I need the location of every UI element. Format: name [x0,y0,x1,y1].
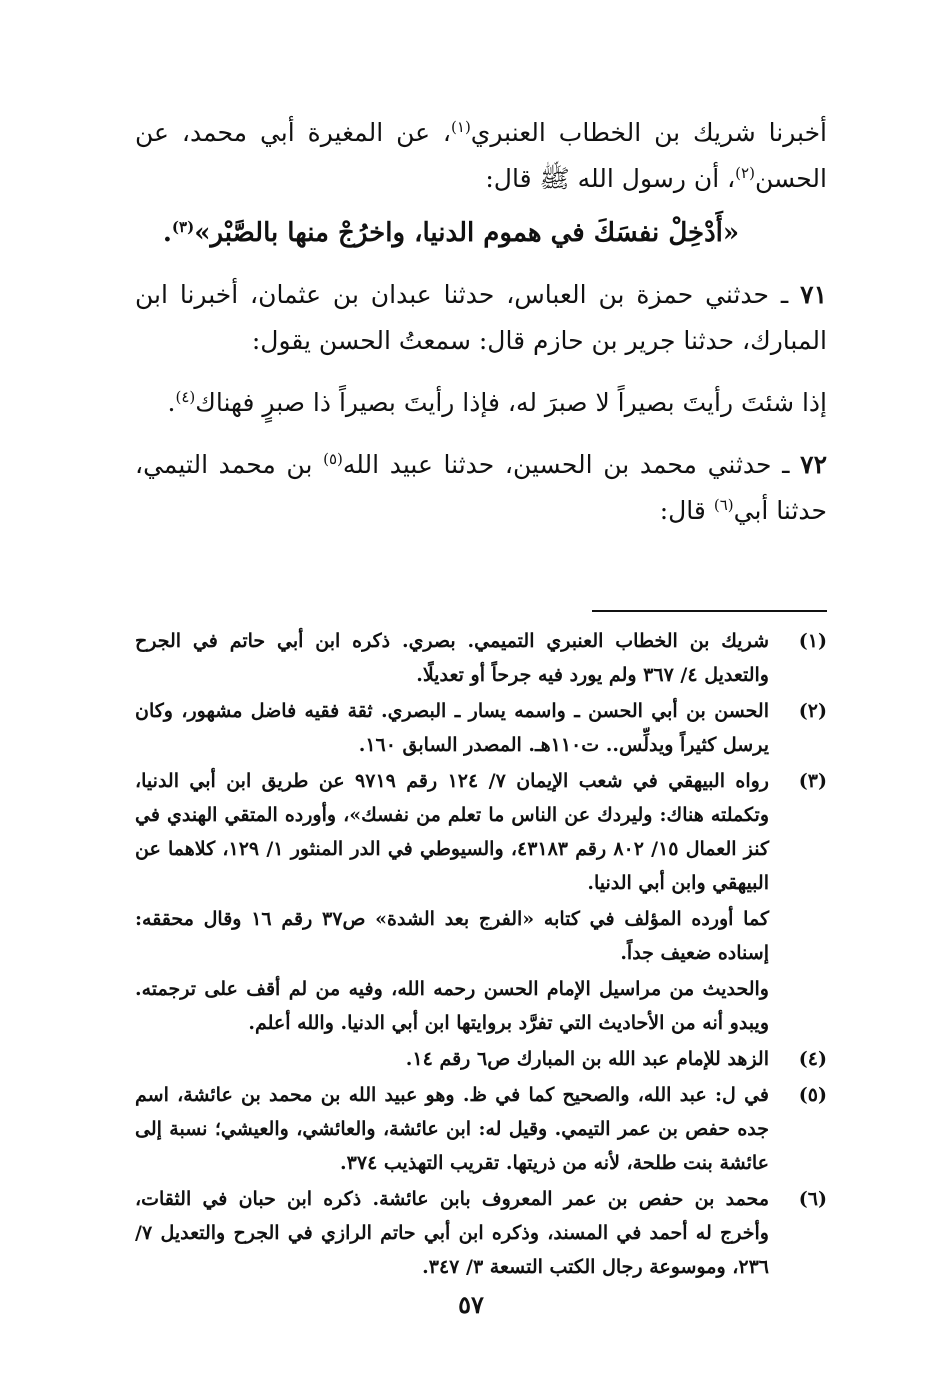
footnote-ref-2[interactable]: (٢) [735,164,755,182]
text-segment: ، أن رسول الله ﷺ قال: [485,164,736,193]
footnote-text: الزهد للإمام عبد الله بن المبارك ص٦ رقم ١٤. [405,1048,769,1070]
paragraph-71 [135,272,827,364]
footnote-3-continuation [135,902,827,970]
footnote-text: كما أورده المؤلف في كتابه «الفرج بعد الشدة» ص٣٧ رقم ١٦ وقال محققه: إسناده ضعيف جداً. [135,908,770,964]
quote-end: . [167,388,176,417]
footnote-6 [135,1182,827,1284]
footnote-separator [592,610,827,612]
footnote-ref-5[interactable]: (٥) [323,450,343,468]
text-segment: قال: [659,496,714,525]
quote-end: . [162,218,172,248]
footnote-ref-1[interactable]: (١) [451,118,471,136]
quote-text: إذا شئتَ رأيتَ بصيراً لا صبرَ له، فإذا رأيتَ بصيراً ذا صبرٍ فهناك [195,388,827,417]
footnote-5 [135,1078,827,1180]
main-text [135,110,827,550]
footnote-ref-3[interactable]: (٣) [171,218,195,236]
footnote-number: (٢) [798,700,827,722]
footnote-ref-4[interactable]: (٤) [175,388,196,406]
text-segment: أخبرنا شريك بن الخطاب العنبري [470,118,827,147]
text-segment: ، عن المغيرة أبي محمد، عن الحسن [135,118,827,193]
footnote-ref-6[interactable]: (٦) [713,496,734,514]
footnote-text: رواه البيهقي في شعب الإيمان ٧/ ١٢٤ رقم ٩٧١٩ عن طريق ابن أبي الدنيا، وتكملته هناك: وليردك عن الناس ما تعلم من نفسك»، وأورده المتقي الهندي في كنز العمال ١٥/ ٨٠٢ رقم ٤٣١٨٣، والسيوطي في الدر المنثور ١/ ١٢٩، كلاهما عن البيهقي وابن أبي الدنيا. [135,770,769,894]
footnote-1 [135,624,827,692]
footnote-4 [135,1042,827,1076]
footnote-text: الحسن بن أبي الحسن ـ واسمه يسار ـ البصري. ثقة فقيه فاضل مشهور، وكان يرسل كثيراً ويدلِّس.. ت١١٠هـ. المصدر السابق ١٦٠. [135,700,769,756]
footnote-number: (٦) [798,1188,827,1210]
text-segment: بن محمد التيمي، حدثنا أبي [135,450,827,525]
footnote-text: في ل: عبد الله، والصحيح كما في ظ. وهو عبيد الله بن محمد بن عائشة، اسم جده حفص بن عمر التيمي. وقيل له: ابن عائشة، والعائشي، والعيشي؛ نسبة إلى عائشة بنت طلحة، لأنه من ذريتها. تقريب التهذيب ٣٧٤. [135,1084,769,1174]
hadith-quote-70 [135,210,767,256]
footnote-text: شريك بن الخطاب العنبري التميمي. بصري. ذكره ابن أبي حاتم في الجرح والتعديل ٤/ ٣٦٧ ولم يورد فيه جرحاً أو تعديلًا. [135,630,769,686]
text-segment: ـ حدثني حمزة بن العباس، حدثنا عبدان بن عثمان، أخبرنا ابن المبارك، حدثنا جرير بن حازم قال: سمعتُ الحسن يقول: [135,280,827,355]
footnote-text: والحديث من مراسيل الإمام الحسن رحمه الله، وفيه من لم أقف على ترجمته. ويبدو أنه من الأحاديث التي تفرَّد بروايتها ابن أبي الدنيا. والله أعلم. [135,978,769,1034]
hadith-number-71: ٧١ [800,280,827,309]
footnote-2 [135,694,827,762]
footnote-3 [135,764,827,900]
saying-quote-71 [135,380,827,426]
hadith-number-72: ٧٢ [800,450,827,479]
footnote-number: (٣) [798,770,827,792]
footnote-number: (٤) [798,1048,827,1070]
quote-text: «أَدْخِلْ نفسَكَ في هموم الدنيا، واخرُجْ منها بالصَّبْر» [194,218,740,248]
footnote-text: محمد بن حفص بن عمر المعروف بابن عائشة. ذكره ابن حبان في الثقات، وأخرج له أحمد في المسند، وذكره ابن أبي حاتم الرازي في الجرح والتعديل ٧/ ٢٣٦، وموسوعة رجال الكتب التسعة ٣/ ٣٤٧. [135,1188,769,1278]
footnote-number: (١) [798,630,827,652]
paragraph-72 [135,442,827,534]
footnote-3-continuation [135,972,827,1040]
footnote-number: (٥) [798,1084,827,1106]
text-segment: ـ حدثني محمد بن الحسين، حدثنا عبيد الله [342,450,801,479]
footnotes [135,624,827,1286]
paragraph-chain-70 [135,110,827,202]
page-number: ٥٧ [458,1290,484,1319]
